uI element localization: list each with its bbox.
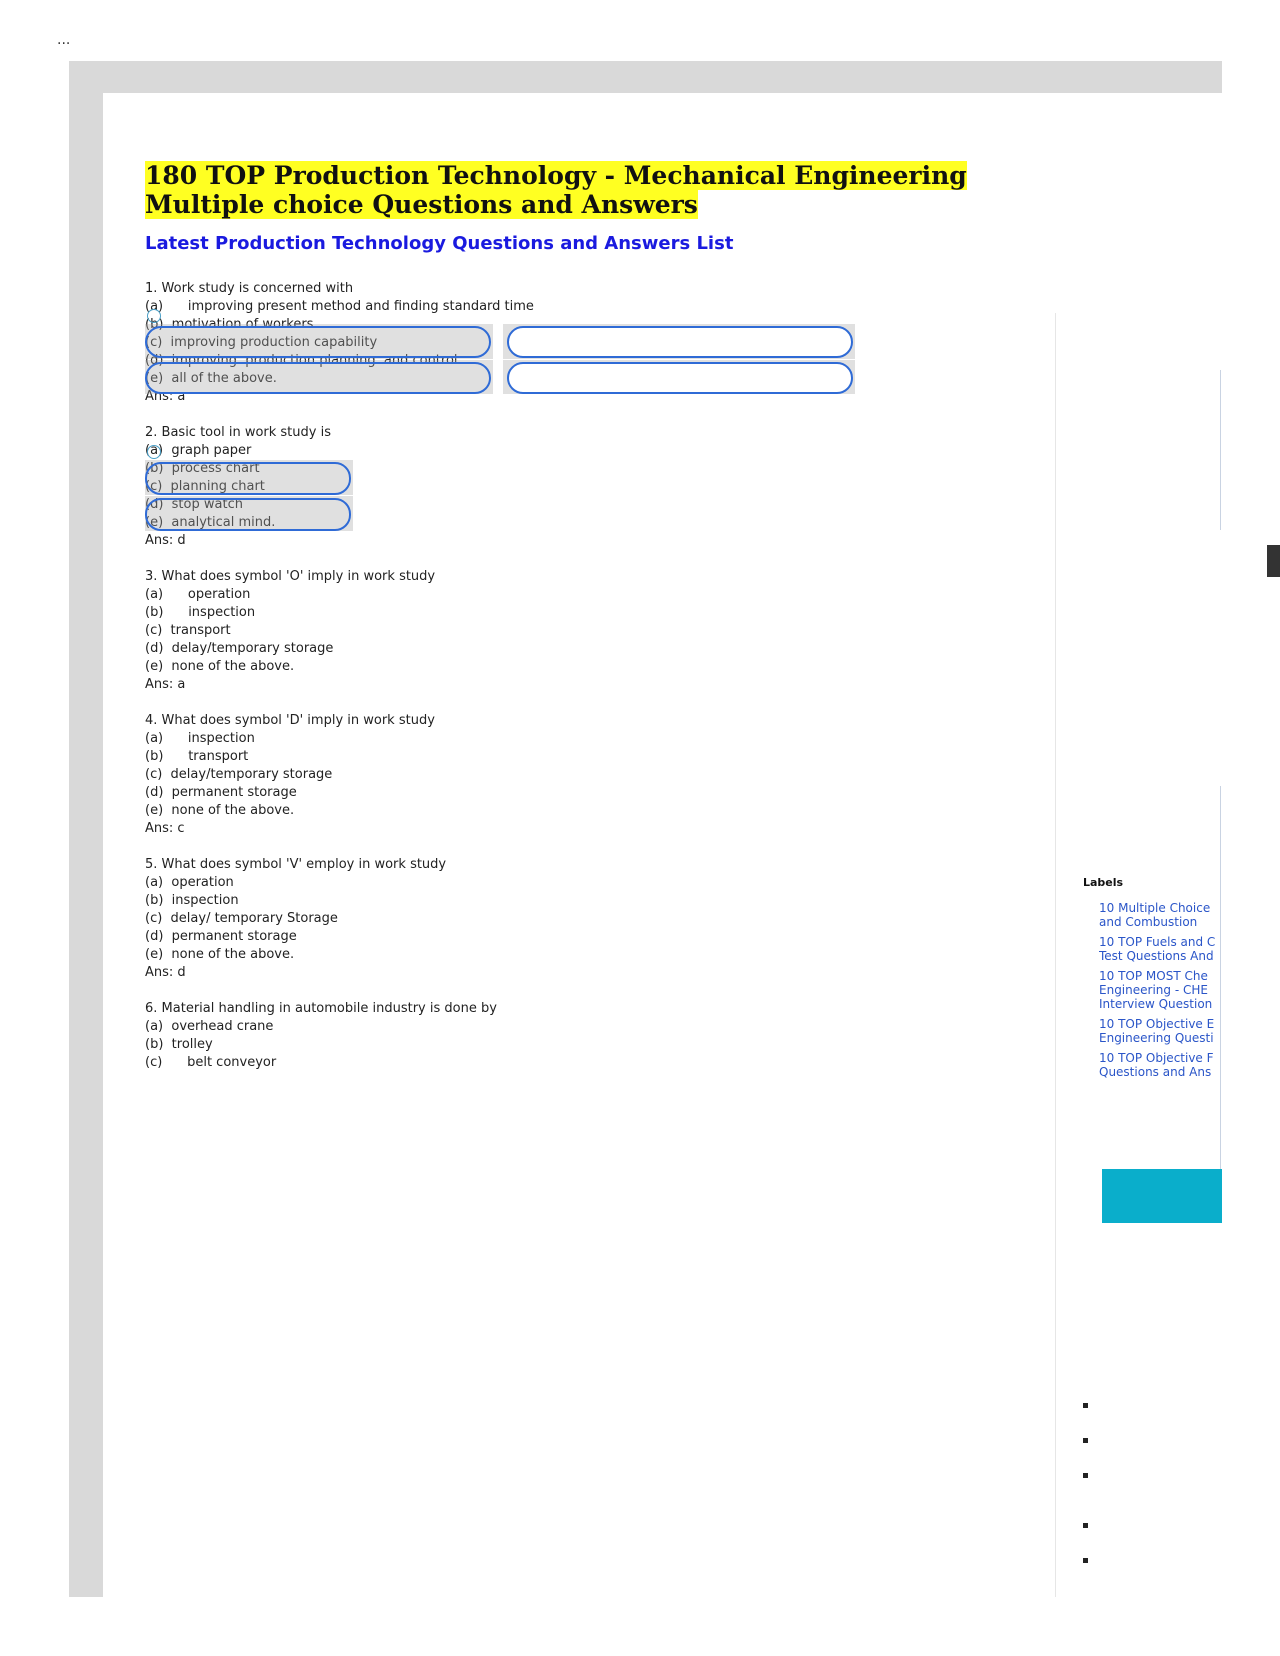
option-d: (d) permanent storage: [145, 785, 297, 800]
radio-icon[interactable]: [147, 309, 161, 323]
radio-icon[interactable]: [147, 445, 161, 459]
option-a: (a) improving present method and finding standard time: [145, 299, 534, 314]
answer: Ans: a: [145, 677, 186, 692]
option-a: (a) overhead crane: [145, 1019, 274, 1034]
bullet-dot: [1083, 1438, 1088, 1443]
option-b: (b) motivation of workers: [145, 317, 314, 332]
option-c: (c) delay/temporary storage: [145, 767, 333, 782]
option-d: (d) permanent storage: [145, 929, 297, 944]
option-e: (e) none of the above.: [145, 803, 295, 818]
question-text: 1. Work study is concerned with: [145, 281, 354, 296]
option-d: (d) stop watch: [145, 497, 243, 512]
post-title: [145, 161, 1045, 219]
post-subtitle: Latest Production Technology Questions and Answers List: [145, 233, 734, 254]
label-link[interactable]: 10 TOP MOST Che Engineering - CHE Interview Question: [1099, 969, 1213, 1011]
labels-widget: [1083, 876, 1222, 1085]
bullet-dot: [1083, 1558, 1088, 1563]
question-text: 2. Basic tool in work study is: [145, 425, 331, 440]
option-e: (e) all of the above.: [145, 371, 277, 386]
label-link[interactable]: 10 Multiple Choice and Combustion: [1099, 901, 1211, 929]
option-d: (d) improving production planning and control: [145, 353, 458, 368]
ad-button[interactable]: [145, 498, 351, 531]
option-c: (c) delay/ temporary Storage: [145, 911, 338, 926]
answer: Ans: d: [145, 965, 186, 980]
option-b: (b) inspection: [145, 893, 239, 908]
option-a: (a) inspection: [145, 731, 255, 746]
answer: Ans: d: [145, 533, 186, 548]
top-ellipsis: ...: [57, 32, 71, 48]
ad-button[interactable]: [145, 326, 491, 358]
answer: Ans: c: [145, 821, 185, 836]
question-1: [145, 280, 1045, 406]
question-2: [145, 424, 1045, 550]
option-c: (c) transport: [145, 623, 231, 638]
post-title-line-2: Multiple choice Questions and Answers: [145, 190, 698, 219]
answer: Ans: a: [145, 389, 186, 404]
sidebar-divider: [1055, 313, 1056, 1597]
labels-title: Labels: [1083, 876, 1124, 889]
question-text: 3. What does symbol 'O' imply in work study: [145, 569, 436, 584]
option-c: (c) planning chart: [145, 479, 265, 494]
ad-button[interactable]: [145, 362, 491, 394]
option-c: (c) improving production capability: [145, 335, 378, 350]
label-link[interactable]: 10 TOP Objective E Engineering Questi: [1099, 1017, 1215, 1045]
question-5: [145, 856, 1045, 982]
bullet-dot: [1083, 1403, 1088, 1408]
side-tab-handle[interactable]: [1267, 545, 1280, 577]
label-link[interactable]: 10 TOP Fuels and C Test Questions And: [1099, 935, 1216, 963]
option-b: (b) inspection: [145, 605, 256, 620]
post-title-line-1: 180 TOP Production Technology - Mechanical Engineering: [145, 161, 967, 190]
bullet-dot: [1083, 1523, 1088, 1528]
question-3: [145, 568, 1045, 694]
post-body: [145, 93, 1045, 1090]
option-b: (b) transport: [145, 749, 249, 764]
ad-button[interactable]: [507, 326, 853, 358]
option-e: (e) none of the above.: [145, 947, 295, 962]
option-b: (b) trolley: [145, 1037, 213, 1052]
ad-button[interactable]: [145, 462, 351, 495]
question-text: 6. Material handling in automobile industry is done by: [145, 1001, 497, 1016]
sidebar-teal-banner[interactable]: [1102, 1169, 1222, 1223]
sidebar-edge-line: [1220, 370, 1221, 530]
option-e: (e) analytical mind.: [145, 515, 276, 530]
option-a: (a) operation: [145, 875, 234, 890]
question-text: 4. What does symbol 'D' imply in work study: [145, 713, 435, 728]
option-e: (e) none of the above.: [145, 659, 295, 674]
option-d: (d) delay/temporary storage: [145, 641, 334, 656]
label-link[interactable]: 10 TOP Objective F Questions and Ans: [1099, 1051, 1214, 1079]
question-list: [145, 280, 1045, 1072]
option-a: (a) operation: [145, 587, 251, 602]
bullet-dot: [1083, 1473, 1088, 1478]
labels-list: [1083, 901, 1222, 1079]
question-4: [145, 712, 1045, 838]
option-b: (b) process chart: [145, 461, 260, 476]
option-c: (c) belt conveyor: [145, 1055, 277, 1070]
question-6: [145, 1000, 1045, 1072]
page-content: [103, 93, 1222, 1597]
ad-button[interactable]: [507, 362, 853, 394]
question-text: 5. What does symbol 'V' employ in work study: [145, 857, 447, 872]
option-a: (a) graph paper: [145, 443, 252, 458]
